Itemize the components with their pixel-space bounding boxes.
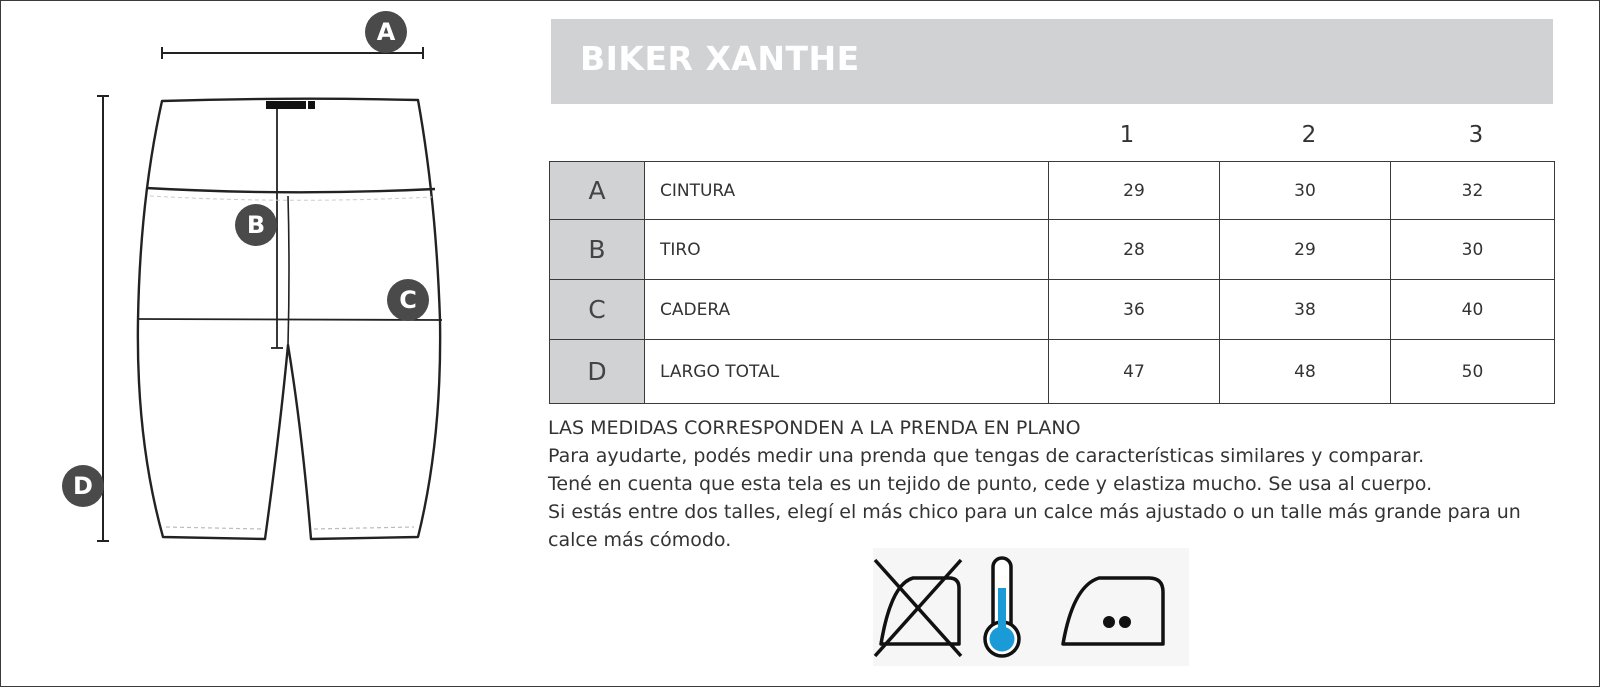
measure-value: 38	[1220, 280, 1391, 340]
waistband-stitch	[150, 196, 432, 200]
iron-low-heat-icon	[1063, 578, 1163, 644]
measure-value: 47	[1049, 340, 1220, 404]
row-letter: D	[550, 340, 645, 404]
measure-value: 29	[1220, 220, 1391, 280]
care-icons	[873, 548, 1189, 666]
measure-value: 48	[1220, 340, 1391, 404]
measure-value: 32	[1391, 162, 1555, 220]
measure-name: LARGO TOTAL	[645, 340, 1049, 404]
note-heading: LAS MEDIDAS CORRESPONDEN A LA PRENDA EN PLANO	[548, 417, 1081, 439]
size-tag	[308, 101, 315, 109]
measure-value: 40	[1391, 280, 1555, 340]
table-row	[550, 162, 1555, 220]
marker-d: D	[62, 465, 104, 507]
brand-label	[266, 101, 306, 109]
size-header-2: 2	[1301, 122, 1317, 148]
note-line: Si estás entre dos talles, elegí el más chico para un calce más ajustado o un talle más grande para un calce más cómodo.	[548, 501, 1521, 551]
marker-a: A	[365, 11, 407, 53]
measure-value: 36	[1049, 280, 1220, 340]
measure-name: TIRO	[645, 220, 1049, 280]
waistband-seam	[146, 188, 435, 192]
note-line: Tené en cuenta que esta tela es un tejido de punto, cede y elastiza mucho. Se usa al cuerpo.	[548, 473, 1433, 495]
garment-diagram	[40, 0, 500, 687]
measure-value: 50	[1391, 340, 1555, 404]
marker-b: B	[235, 204, 277, 246]
row-letter: B	[550, 220, 645, 280]
measure-name: CINTURA	[645, 162, 1049, 220]
size-header-3: 3	[1468, 122, 1484, 148]
size-header-1: 1	[1119, 122, 1135, 148]
note-line: Para ayudarte, podés medir una prenda que tengas de características similares y comparar.	[548, 445, 1425, 467]
measure-value: 30	[1391, 220, 1555, 280]
measure-value: 30	[1220, 162, 1391, 220]
marker-c: C	[387, 279, 429, 321]
do-not-iron-icon	[875, 560, 961, 656]
title-bar	[551, 19, 1553, 104]
measurement-notes	[548, 414, 1558, 554]
hem-stitch	[166, 527, 414, 529]
table-row	[550, 220, 1555, 280]
measure-name: CADERA	[645, 280, 1049, 340]
product-title: BIKER XANTHE	[580, 39, 860, 78]
thermometer-icon	[985, 558, 1019, 656]
row-letter: A	[550, 162, 645, 220]
row-letter: C	[550, 280, 645, 340]
measure-value: 29	[1049, 162, 1220, 220]
size-table	[549, 161, 1555, 404]
measure-line-c	[137, 319, 442, 320]
center-seam	[288, 196, 289, 345]
biker-shorts-drawing	[40, 0, 500, 687]
table-row	[550, 340, 1555, 404]
measure-value: 28	[1049, 220, 1220, 280]
table-row	[550, 280, 1555, 340]
